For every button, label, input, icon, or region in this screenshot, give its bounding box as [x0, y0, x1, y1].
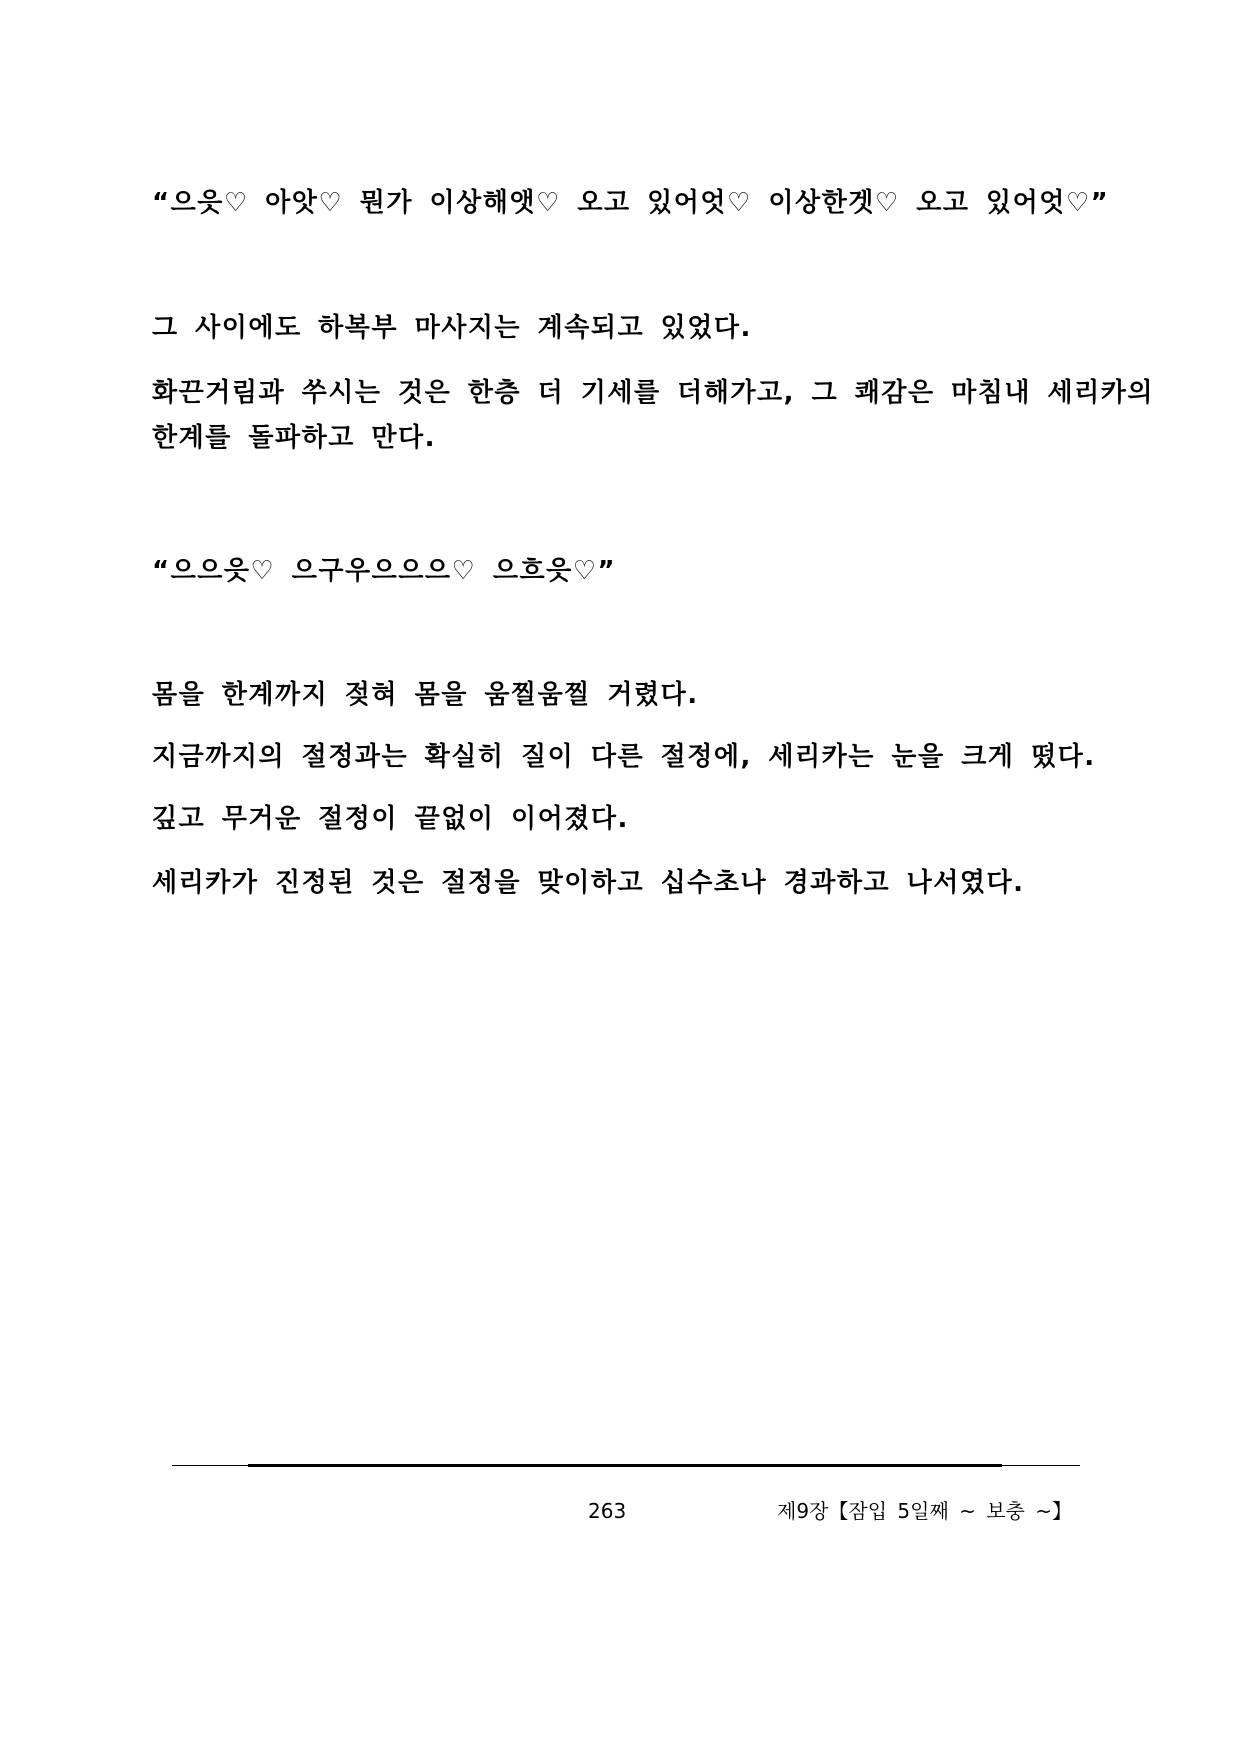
- footer-divider-bold: [248, 1464, 1002, 1467]
- dialogue-line-2: “으으읏♡ 으구우으으으♡ 으흐읏♡”: [152, 556, 617, 586]
- narration-line-1: 그 사이에도 하복부 마사지는 계속되고 있었다.: [152, 313, 752, 343]
- narration-line-7: 세리카가 진정된 것은 절정을 맞이하고 십수초나 경과하고 나서였다.: [152, 868, 1025, 898]
- narration-line-5: 지금까지의 절정과는 확실히 질이 다른 절정에, 세리카는 눈을 크게 떴다.: [152, 742, 1096, 772]
- page-number: 263: [588, 1499, 627, 1523]
- narration-line-4: 몸을 한계까지 젖혀 몸을 움찔움찔 거렸다.: [152, 680, 699, 710]
- dialogue-line-1: “으읏♡ 아앗♡ 뭔가 이상해앳♡ 오고 있어엇♡ 이상한겟♡ 오고 있어엇♡”: [152, 188, 1110, 218]
- narration-line-3: 한계를 돌파하고 만다.: [152, 423, 437, 453]
- chapter-title: 제9장【잠입 5일째 ~ 보충 ~】: [777, 1499, 1072, 1523]
- narration-line-6: 깊고 무거운 절정이 끝없이 이어졌다.: [152, 804, 629, 834]
- narration-line-2: 화끈거림과 쑤시는 것은 한층 더 기세를 더해가고, 그 쾌감은 마침내 세리카의: [152, 378, 1154, 408]
